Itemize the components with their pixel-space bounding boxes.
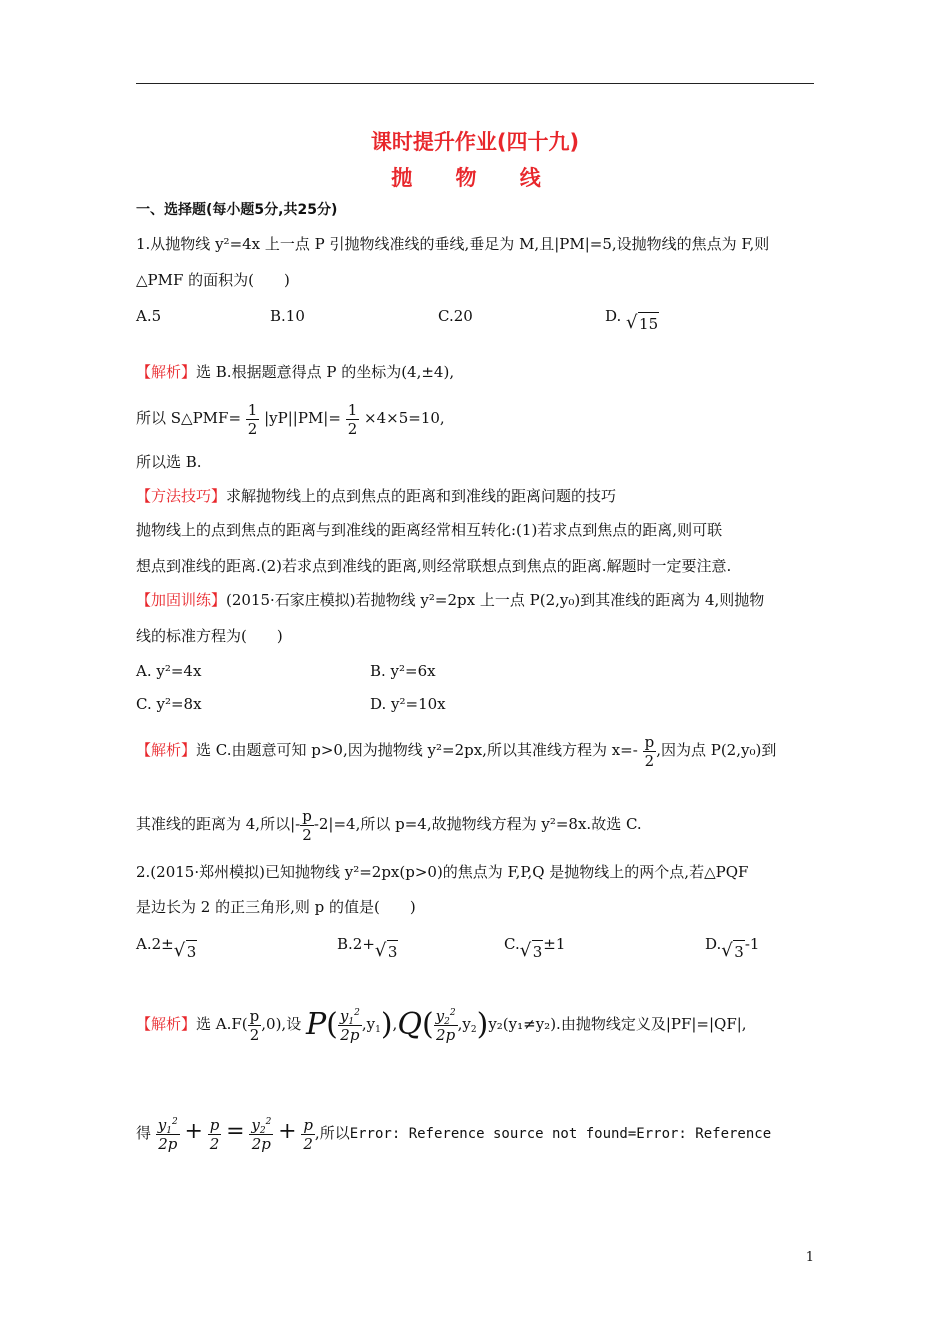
q1-option-c: C.20	[438, 307, 473, 325]
q1-option-d	[605, 306, 659, 333]
fraction-p-over-2: $\frac{p}{2}$	[303, 1115, 313, 1153]
reference-error-text: Error: Reference source not found=Error: Reference	[349, 1126, 772, 1142]
fraction-y1sq-over-2p: $\frac{y_1^2}{2p}$	[339, 1006, 360, 1044]
fraction-p-over-2: $\frac{p}{2}$	[209, 1115, 220, 1153]
q1-answer-line1: 【解析】选 B.根据题意得点 P 的坐标为(4,±4),	[136, 363, 455, 381]
point-p: P	[305, 1007, 327, 1042]
drill-tag: 【加固训练】	[136, 591, 227, 609]
q1-option-d-label: D.	[605, 307, 622, 325]
tips-line2: 想点到准线的距离.(2)若求点到准线的距离,则经常联想点到焦点的距离.解题时一定要注意.	[136, 557, 732, 575]
fraction-p-over-2: $\frac{p}{2}$	[249, 1006, 260, 1044]
drill-line1: 【加固训练】(2015·石家庄模拟)若抛物线 y²=2px 上一点 P(2,y₀)到其准线的距离为 4,则抛物	[136, 591, 765, 609]
sqrt-3: √ 3	[374, 940, 398, 961]
q1-option-b: B.10	[270, 307, 305, 325]
tips-heading: 【方法技巧】求解抛物线上的点到焦点的距离和到准线的距离问题的技巧	[136, 487, 617, 505]
drill-line2: 线的标准方程为( )	[136, 627, 283, 645]
section-heading: 一、选择题(每小题5分,共25分)	[136, 202, 338, 218]
q1-option-a: A.5	[136, 307, 162, 325]
q2-answer-line2: 得 $\frac{y_1^2}{2p}$ + $\frac{p}{2}$ = $\frac{y_2^2}{2p}$ + $\frac{p}{2}$ ,所以Error: Reference source not found=Error: Reference	[136, 1115, 772, 1153]
q1-answer-line3: 所以选 B.	[136, 453, 202, 471]
page-subtitle: 抛 物 线	[391, 166, 559, 190]
drill-option-b: B. y²=6x	[370, 662, 436, 680]
fraction-y1sq-over-2p: $\frac{y_1^2}{2p}$	[157, 1115, 178, 1153]
q2-line2: 是边长为 2 的正三角形,则 p 的值是( )	[136, 898, 416, 916]
sqrt-3: √ 3	[173, 940, 197, 961]
drill-answer-line2: 其准线的距离为 4,所以|- $\frac{p}{2}$ -2|=4,所以 p=4,故抛物线方程为 y²=8x.故选 C.	[136, 806, 642, 844]
fraction-half: $\frac{1}{2}$	[247, 400, 258, 438]
drill-option-c: C. y²=8x	[136, 695, 202, 713]
drill-answer-line1: 【解析】选 C.由题意可知 p>0,因为抛物线 y²=2px,所以其准线方程为 x=- $\frac{p}{2}$ ,因为点 P(2,y₀)到	[136, 732, 777, 770]
sqrt-15: √ 15	[626, 312, 659, 333]
q2-answer-line1: 【解析】选 A.F( $\frac{p}{2}$ ,0),设 P( $\frac{y_1^2}{2p}$ $,y_1),Q$( $\frac{y_2^2}{2p}$ $,y_2)y_2(y_1\ne y_2)$.由抛物线定义及|PF|=|QF|,	[136, 1006, 747, 1044]
fraction-half: $\frac{1}{2}$	[347, 400, 358, 438]
q1-answer-line2: 所以 S△PMF= $\frac{1}{2}$ |yP||PM|= $\frac{1}{2}$ ×4×5=10,	[136, 400, 445, 438]
q2-option-d: D. √ 3-1	[705, 935, 760, 961]
tips-tag: 【方法技巧】	[136, 487, 227, 505]
header-rule	[136, 83, 814, 84]
fraction-y2sq-over-2p: $\frac{y_2^2}{2p}$	[251, 1115, 272, 1153]
point-q: Q	[397, 1007, 422, 1042]
fraction-p-over-2: $\frac{p}{2}$	[302, 806, 312, 844]
drill-option-d: D. y²=10x	[370, 695, 446, 713]
page-title: 课时提升作业(四十九)	[370, 130, 580, 154]
sqrt-3: √ 3	[721, 940, 744, 961]
answer-tag: 【解析】	[136, 363, 197, 381]
q2-option-c: C. √ 3±1	[504, 935, 566, 961]
q2-option-a: A.2± √ 3	[136, 935, 197, 961]
sqrt-3: √ 3	[519, 940, 543, 961]
tips-line1: 抛物线上的点到焦点的距离与到准线的距离经常相互转化:(1)若求点到焦点的距离,则可联	[136, 521, 723, 539]
fraction-p-over-2: $\frac{p}{2}$	[644, 732, 655, 770]
fraction-y2sq-over-2p: $\frac{y_2^2}{2p}$	[435, 1006, 456, 1044]
answer-tag: 【解析】	[136, 741, 197, 759]
answer-tag: 【解析】	[136, 1015, 197, 1033]
q2-line1: 2.(2015·郑州模拟)已知抛物线 y²=2px(p>0)的焦点为 F,P,Q 是抛物线上的两个点,若△PQF	[136, 863, 749, 881]
q1-line1: 1.从抛物线 y²=4x 上一点 P 引抛物线准线的垂线,垂足为 M,且|PM|=5,设抛物线的焦点为 F,则	[136, 235, 770, 253]
q2-option-b: B.2+ √ 3	[337, 935, 398, 961]
drill-option-a: A. y²=4x	[136, 662, 202, 680]
q1-line2: △PMF 的面积为( )	[136, 271, 290, 289]
page-number: 1	[805, 1250, 814, 1265]
